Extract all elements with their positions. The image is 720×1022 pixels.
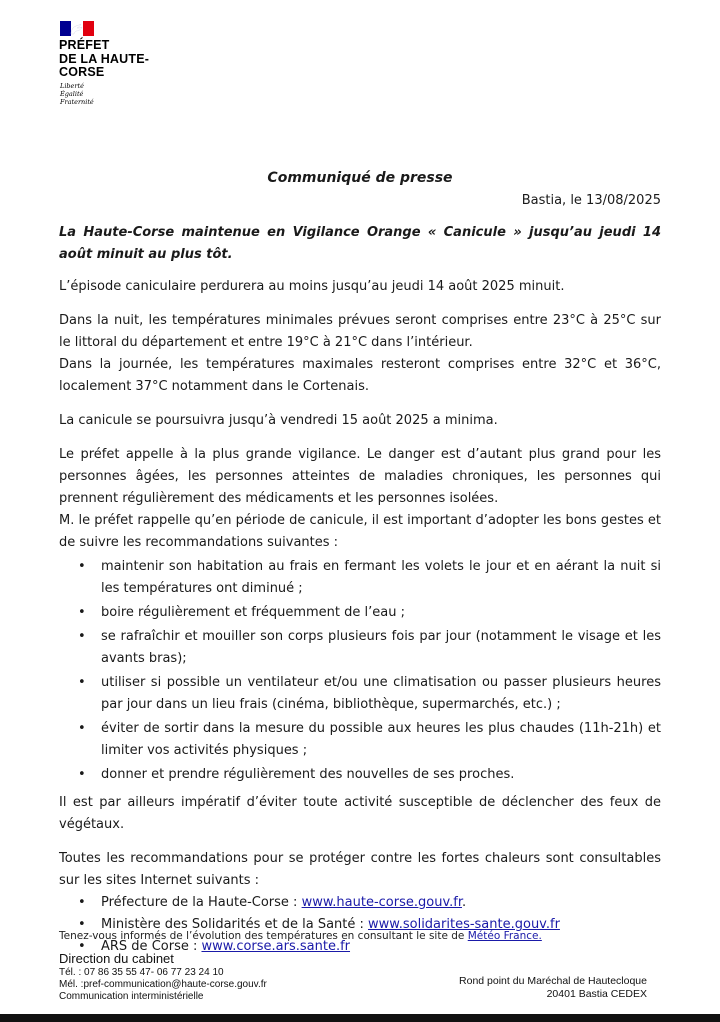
list-item: • ARS de Corse : www.corse.ars.sante.fr [59,936,661,958]
document-date: Bastia, le 13/08/2025 [521,193,661,208]
footer-service: Communication interministérielle [59,991,204,1002]
list-item: • maintenir son habitation au frais en fermant les volets le jour et en aérant la nuit si les températures ont diminué ; [59,556,661,600]
footer-address: Rond point du Maréchal de Hautecloque 20401 Bastia CEDEX [459,975,647,1000]
list-item: • boire régulièrement et fréquemment de l’eau ; [59,602,661,624]
document-title: Communiqué de presse [267,170,453,186]
ars-website-link[interactable]: www.corse.ars.sante.fr [201,939,351,954]
footnote: Tenez-vous informés de l’évolution des températures en consultant le site de Météo France. [59,930,542,942]
bottom-edge [0,1014,720,1022]
lead-paragraph: La Haute-Corse maintenue en Vigilance Orange « Canicule » jusqu’au jeudi 14 août minuit au plus tôt. [59,225,661,262]
list-item: • Ministère des Solidarités et de la Santé : www.solidarites-sante.gouv.fr [59,914,661,936]
list-item: • donner et prendre régulièrement des nouvelles de ses proches. [59,764,661,786]
list-item: • Préfecture de la Haute-Corse : www.haute-corse.gouv.fr. [59,892,661,914]
paragraph: M. le préfet rappelle qu’en période de canicule, il est important d’adopter les bons gestes et de suivre les recommandations suivantes : [59,513,661,550]
document-body [59,222,661,958]
ministry-website-link[interactable]: www.solidarites-sante.gouv.fr [368,917,560,932]
recommendations-list [59,556,661,786]
paragraph: Dans la nuit, les températures minimales prévues seront comprises entre 23°C à 25°C sur le littoral du département et entre 19°C à 21°C dans l’intérieur. [59,313,661,350]
meteo-france-link[interactable]: Météo France. [467,930,542,942]
footer-email: Mél. :pref-communication@haute-corse.gouv.fr [59,979,267,990]
paragraph: Dans la journée, les températures maximales resteront comprises entre 32°C et 36°C, localement 37°C notamment dans le Cortenais. [59,357,661,394]
republic-motto: Liberté Égalité Fraternité [60,82,94,106]
footer-contact [59,951,267,1003]
prefecture-website-link[interactable]: www.haute-corse.gouv.fr [301,895,462,910]
paragraph: Le préfet appelle à la plus grande vigilance. Le danger est d’autant plus grand pour les personnes âgées, les personnes atteintes de maladies chroniques, les personnes qui prennent régulièrement des médicaments et les personnes isolées. [59,447,661,506]
websites-list [59,892,661,958]
list-item: • se rafraîchir et mouiller son corps plusieurs fois par jour (notamment le visage et les avants bras); [59,626,661,670]
paragraph: L’épisode caniculaire perdurera au moins jusqu’au jeudi 14 août 2025 minuit. [59,279,565,294]
paragraph: Toutes les recommandations pour se protéger contre les fortes chaleurs sont consultables sur les sites Internet suivants : [59,851,661,888]
footer-direction: Direction du cabinet [59,951,174,966]
list-item: • utiliser si possible un ventilateur et/ou une climatisation ou passer plusieurs heures par jour dans un lieu frais (cinéma, bibliothèque, supermarchés, etc.) ; [59,672,661,716]
list-item: • éviter de sortir dans la mesure du possible aux heures les plus chaudes (11h-21h) et limiter vos activités physiques ; [59,718,661,762]
footer-phone: Tél. : 07 86 35 55 47- 06 77 23 24 10 [59,967,224,978]
paragraph: La canicule se poursuivra jusqu’à vendredi 15 août 2025 a minima. [59,413,498,428]
prefecture-name: PRÉFET DE LA HAUTE- CORSE [59,38,150,79]
marianne-logo-icon [60,21,94,36]
paragraph: Il est par ailleurs impératif d’éviter toute activité susceptible de déclencher des feux de végétaux. [59,795,661,832]
